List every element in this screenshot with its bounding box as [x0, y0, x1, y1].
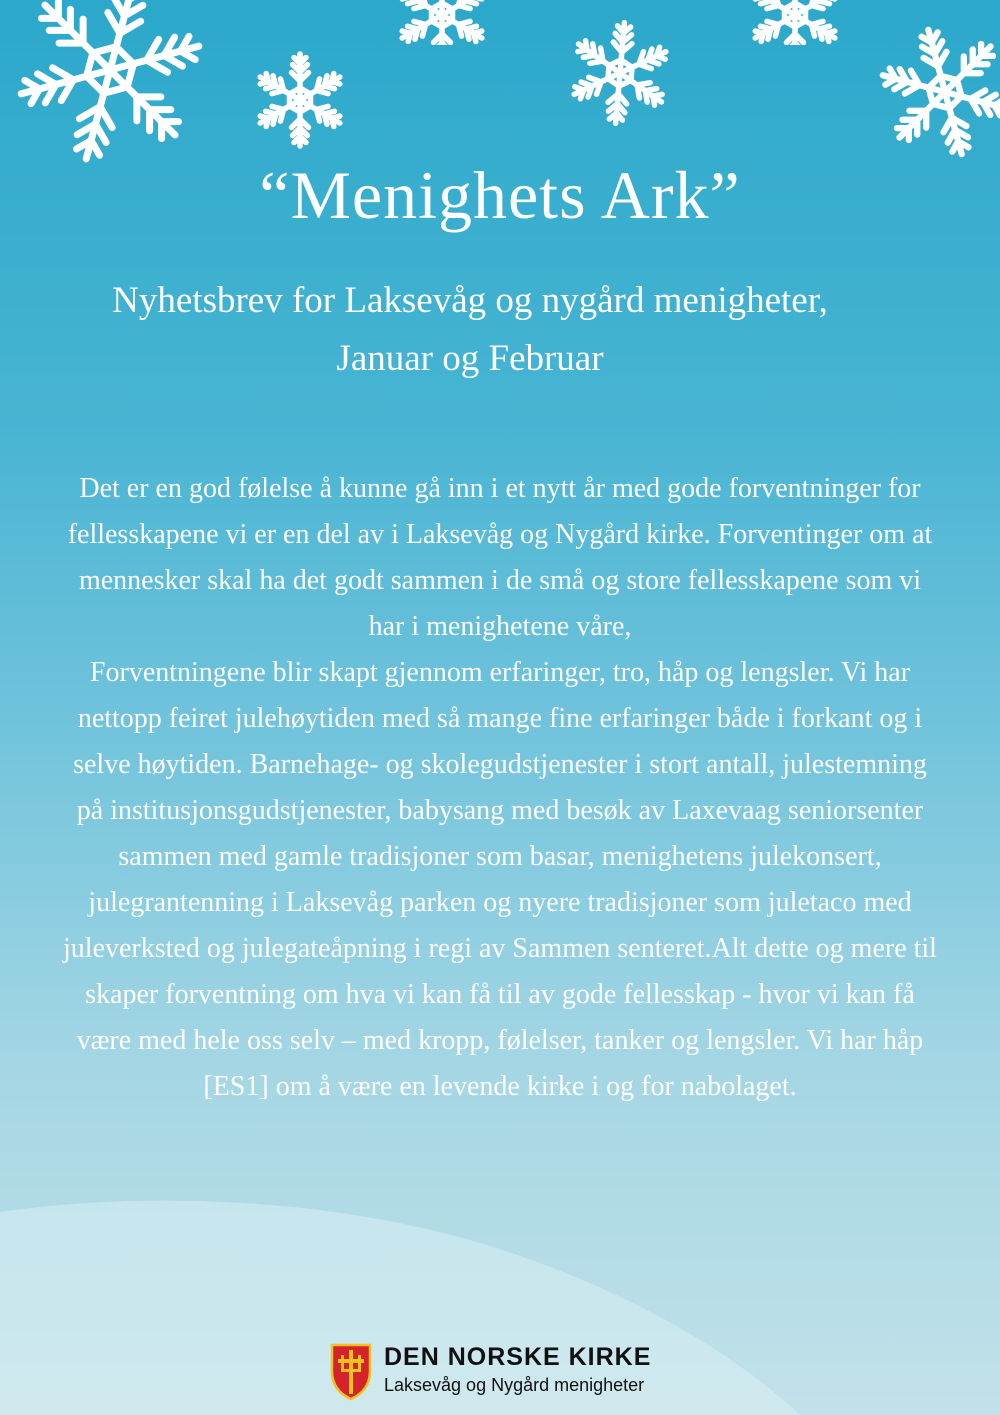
page-title: “Menighets Ark”: [259, 157, 741, 233]
snowflake-icon: [745, 0, 845, 45]
subtitle-line-1: Nyhetsbrev for Laksevåg og nygård menigheter,: [112, 280, 828, 321]
body-paragraph-1: Det er en god følelse å kunne gå inn i et nytt år med gode forventninger for fellesskapene vi er en del av i Laksevåg og Nygård kirke. Forventinger om at mennesker skal ha det godt sammen i de små og store fellesskapene som vi har i menighetene våre,: [67, 473, 933, 642]
newsletter-subtitle: [20, 272, 920, 388]
org-subtitle: Laksevåg og Nygård menigheter: [384, 1375, 645, 1395]
snowflake-icon: [10, 0, 210, 170]
church-logo: [330, 1343, 651, 1401]
snowflake-icon: [250, 50, 350, 150]
church-shield-icon: [330, 1343, 372, 1401]
body-paragraph-2: Forventningene blir skapt gjennom erfaringer, tro, håp og lengsler. Vi har nettopp feiret julehøytiden med så mange fine erfaringer både i forkant og i selve høytiden. Barnehage- og skolegudstjenester i stort antall, julestemning på institusjonsgudstjenester, babysang med besøk av Laxevaag seniorsenter sammen med gamle tradisjoner som basar, menighetens julekonsert, julegrantenning i Laksevåg parken og nyere tradisjoner som juletaco med juleverksted og julegateåpning i regi av Sammen senteret.Alt dette og mere til skaper forventning om hva vi kan få til av gode fellesskap - hvor vi kan få være med hele oss selv – med kropp, følelser, tanker og lengsler. Vi har håp [ES1] om å være en levende kirke i og for nabolaget.: [63, 657, 937, 1102]
body-text: [60, 466, 940, 1110]
snowflake-icon: [392, 0, 492, 45]
snowflake-icon: [875, 22, 1000, 162]
org-name: DEN NORSKE KIRKE: [384, 1343, 652, 1371]
subtitle-line-2: Januar og Februar: [336, 338, 604, 379]
snowflake-icon: [565, 18, 675, 128]
